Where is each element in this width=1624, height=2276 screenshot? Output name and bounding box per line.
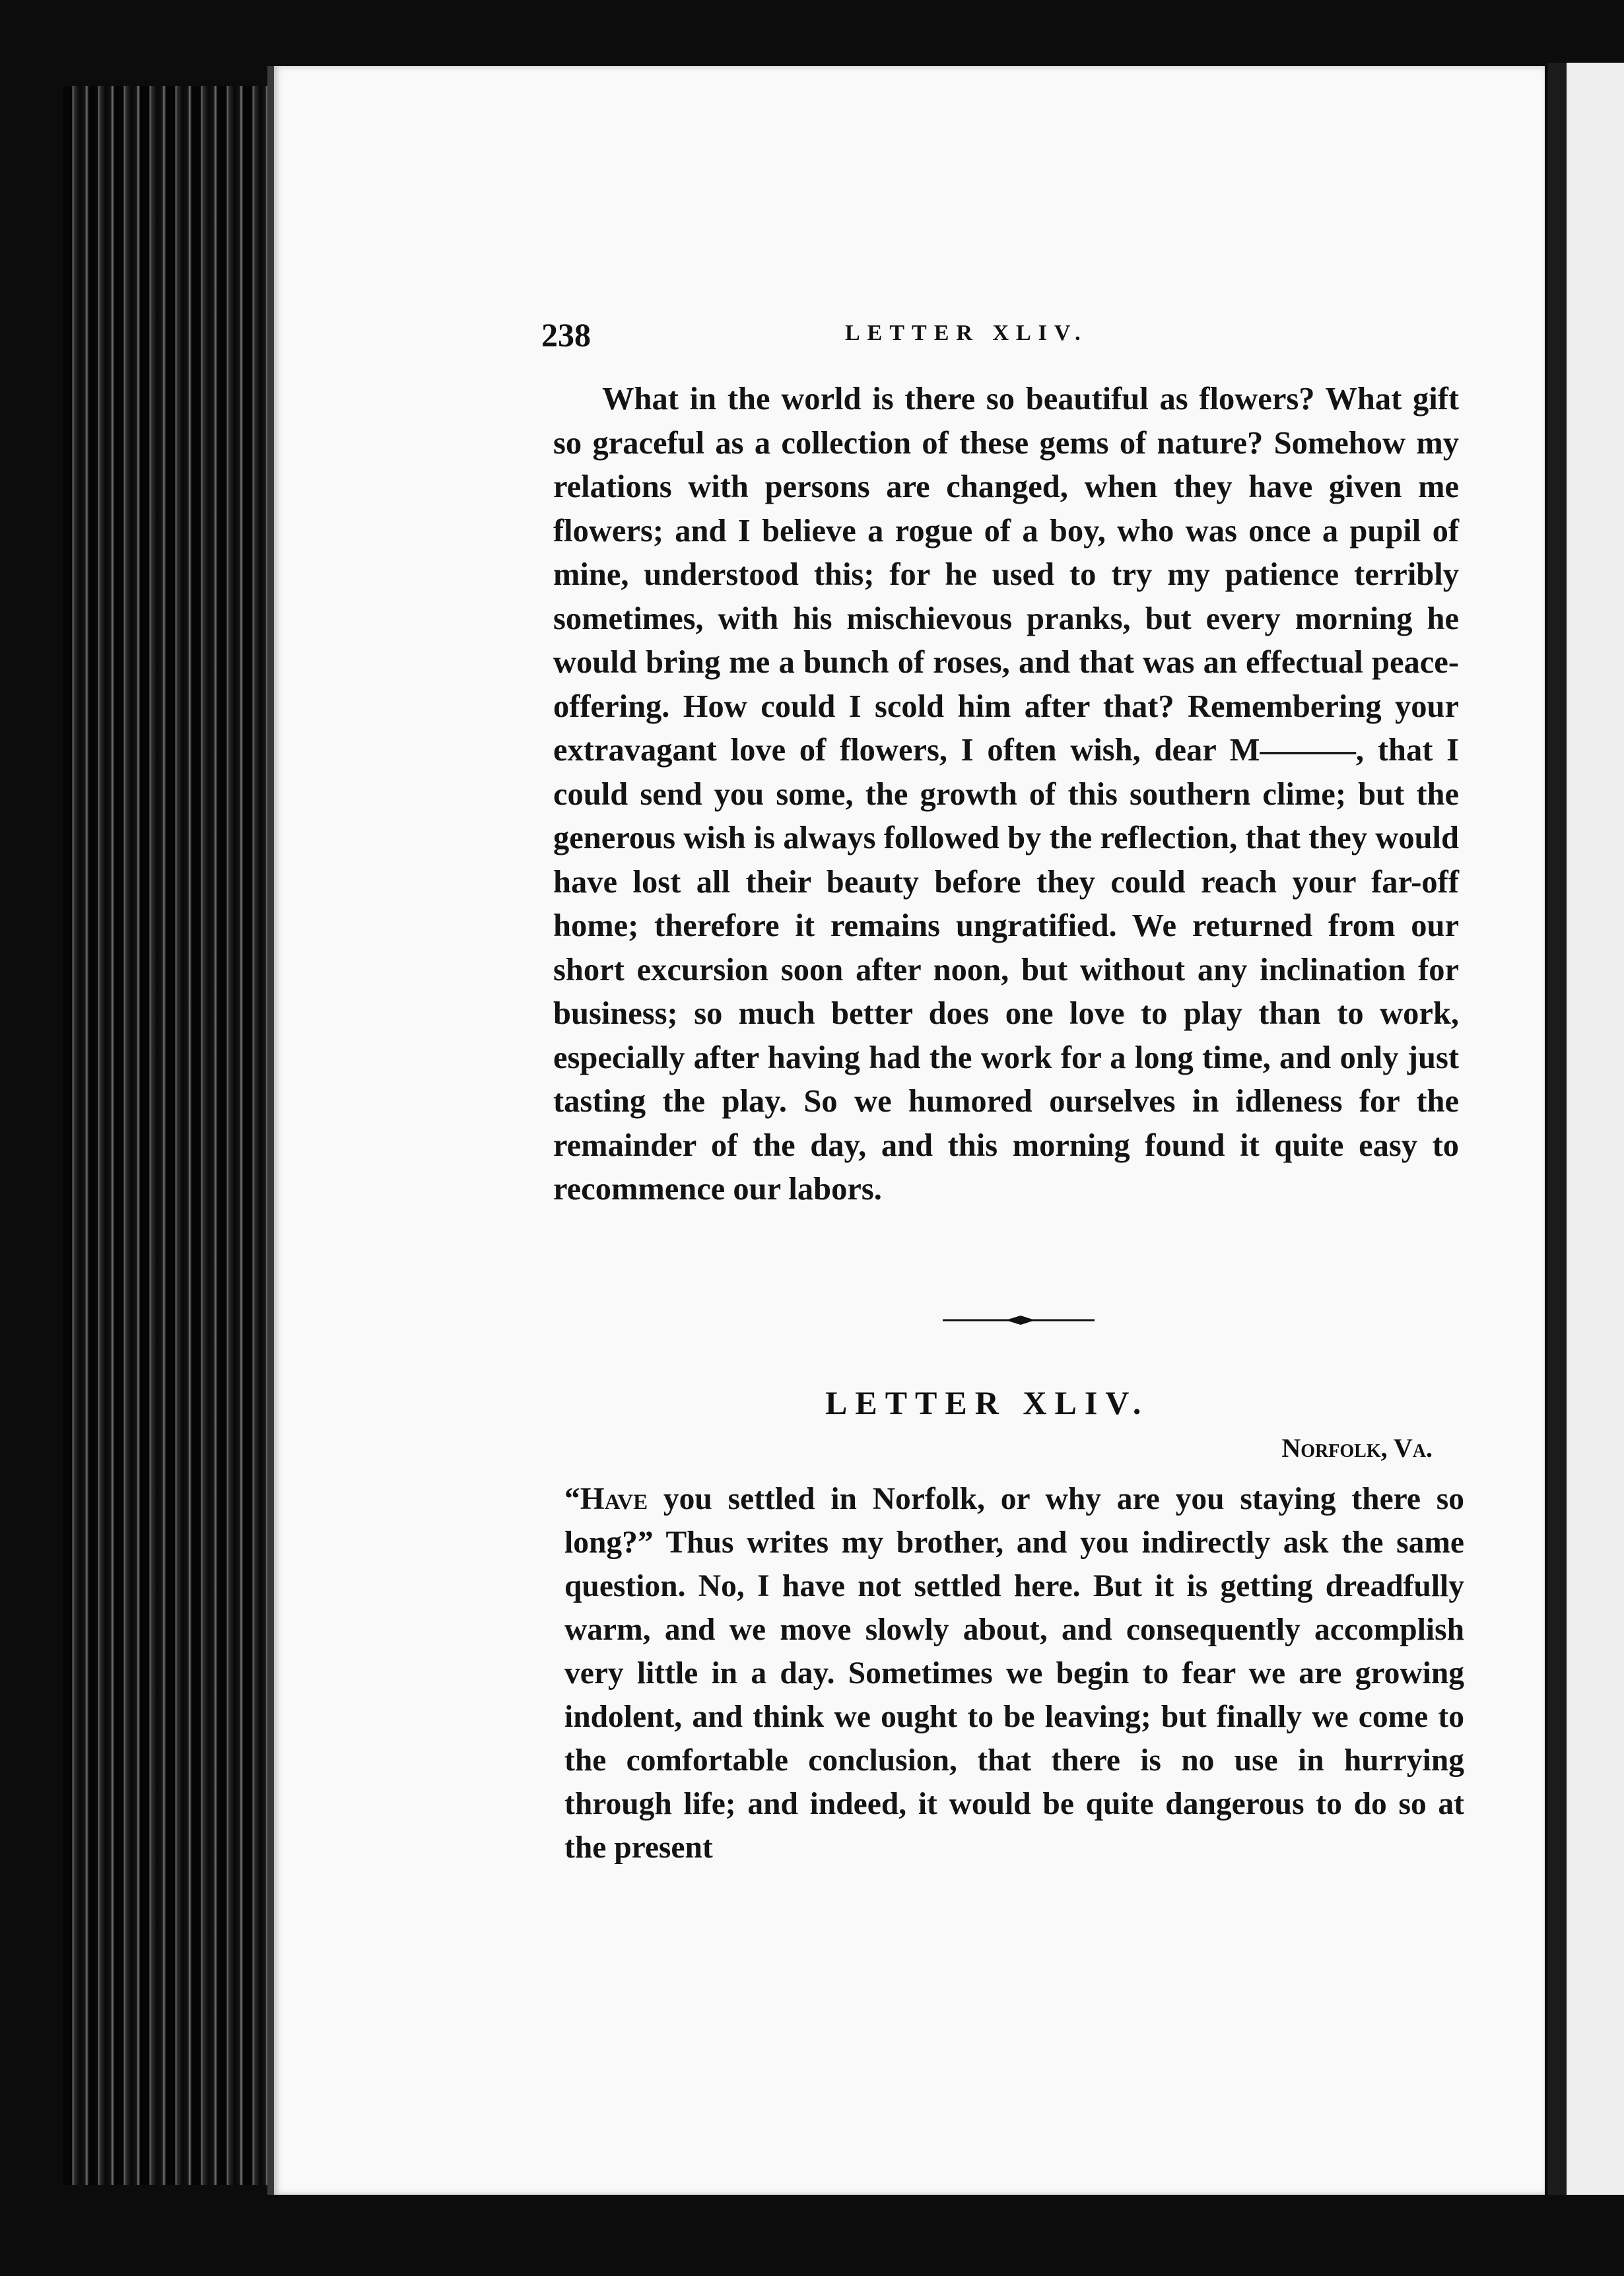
book-gutter-shadow [1548,63,1567,2195]
paragraph-flowers: What in the world is there so beautiful as flowers? What gift so graceful as a collection of these gems of nature? Somehow my relations with persons are changed, when they have given me flowers; and I believe a rogue of a boy, who was once a pupil of mine, understood this; for he used to try my patience terribly sometimes, with his mischievous pranks, but every morning he would bring me a bunch of roses, and that was an effectual peace-offering. How could I scold him after that? Remembering your extravagant love of flowers, I often wish, dear M———, that I could send you some, the growth of this southern clime; but the generous wish is always followed by the reflection, that they would have lost all their beauty before they could reach your far-off home; therefore it remains ungratified. We returned from our short excursion soon after noon, but without any inclination for business; so much better does one love to play than to work, especially after having had the work for a long time, and only just tasting the play. So we humored ourselves in idleness for the remainder of the day, and this morning found it quite easy to recommence our labors. [553,382,1459,1207]
book-page-edges [63,86,290,2185]
section-heading: LETTER XLIV. [825,1384,1149,1421]
opening-quote: “ [564,1482,580,1516]
paragraph-norfolk [564,1477,1464,1869]
paragraph-norfolk-body: you settled in Norfolk, or why are you staying there so long?” Thus writes my brother, and you indirectly ask the same question. No, I have not settled here. But it is getting dreadfully warm, and we move slowly about, and consequently accomplish very little in a day. Sometimes we begin to fear we are growing indolent, and think we ought to be leaving; but finally we come to the comfortable conclusion, that there is no use in hurrying through life; and indeed, it would be quite dangerous to do so at the present [564,1482,1464,1865]
section-divider-ornament [943,1310,1095,1330]
page-number: 238 [541,316,591,353]
facing-page-edge [1567,63,1624,2195]
lead-word: Have [580,1482,648,1516]
letter-dateline: Norfolk, Va. [1281,1433,1433,1463]
running-head [541,316,1452,355]
running-head-title: LETTER XLIV. [845,321,1088,345]
